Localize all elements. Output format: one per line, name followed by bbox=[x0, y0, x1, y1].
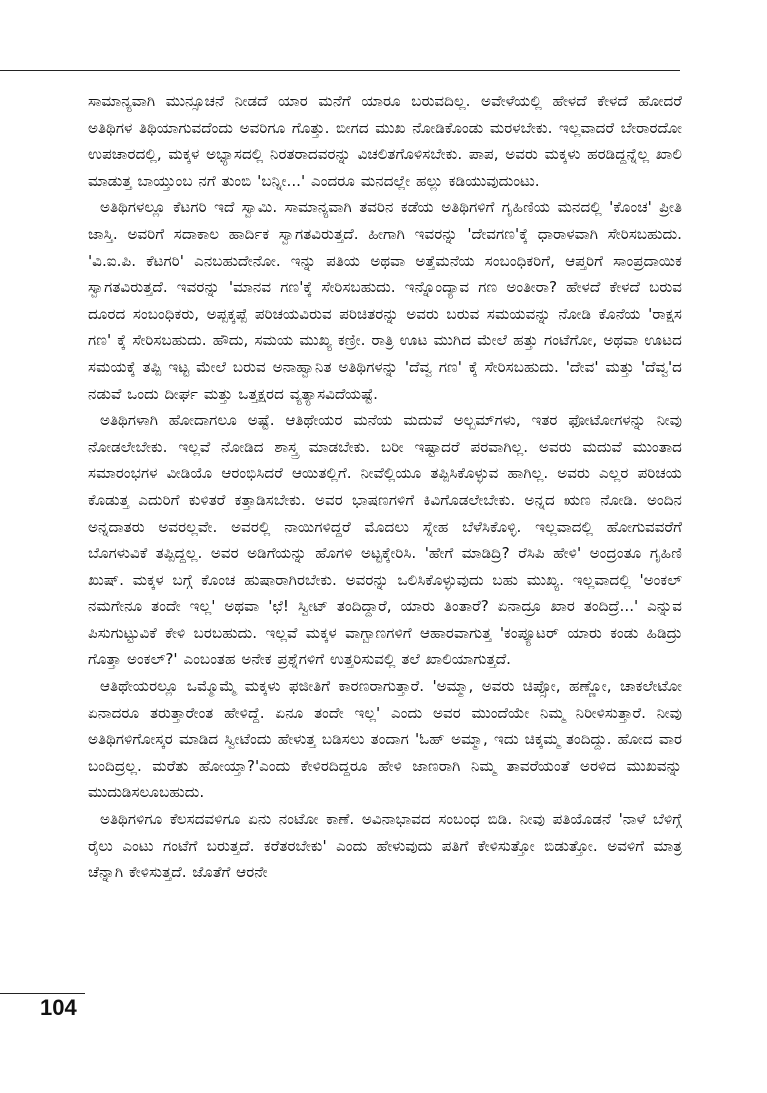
body-text bbox=[88, 88, 682, 886]
paragraph: ಅತಿಥಿಗಳಲ್ಲೂ ಕೆಟಗರಿ ಇದೆ ಸ್ವಾಮಿ. ಸಾಮಾನ್ಯವಾಗಿ ತವರಿನ ಕಡೆಯ ಅತಿಥಿಗಳಿಗೆ ಗೃಹಿಣಿಯ ಮನದಲ್ಲಿ 'ಕೊಂಚ' ಪ್ರೀತಿ ಜಾಸ್ತಿ. ಅವರಿಗೆ ಸದಾಕಾಲ ಹಾರ್ದಿಕ ಸ್ವಾಗತವಿರುತ್ತದೆ. ಹೀಗಾಗಿ ಇವರನ್ನು 'ದೇವಗಣ'ಕ್ಕೆ ಧಾರಾಳವಾಗಿ ಸೇರಿಸಬಹುದು. 'ವಿ.ಐ.ಪಿ. ಕೆಟಗರಿ' ಎನಬಹುದೇನೋ. ಇನ್ನು ಪತಿಯ ಅಥವಾ ಅತ್ತೆಮನೆಯ ಸಂಬಂಧಿಕರಿಗೆ, ಆಪ್ತರಿಗೆ ಸಾಂಪ್ರದಾಯಿಕ ಸ್ವಾಗತವಿರುತ್ತದೆ. ಇವರನ್ನು 'ಮಾನವ ಗಣ'ಕ್ಕೆ ಸೇರಿಸಬಹುದು. ಇನ್ನೊಂದ್ಯಾವ ಗಣ ಅಂತೀರಾ? ಹೇಳದೆ ಕೇಳದೆ ಬರುವ ದೂರದ ಸಂಬಂಧಿಕರು, ಅಪ್ಪಕ್ಕಪ್ಪೆ ಪರಿಚಯವಿರುವ ಪರಿಚಿತರನ್ನು ಅವರು ಬರುವ ಸಮಯವನ್ನು ನೋಡಿ ಕೊನೆಯ 'ರಾಕ್ಷಸ ಗಣ' ಕ್ಕೆ ಸೇರಿಸಬಹುದು. ಹೌದು, ಸಮಯ ಮುಖ್ಯ ಕಣ್ರೀ. ರಾತ್ರಿ ಊಟ ಮುಗಿದ ಮೇಲೆ ಹತ್ತು ಗಂಟೆಗೋ, ಅಥವಾ ಊಟದ ಸಮಯಕ್ಕೆ ತಪ್ಪಿ ಇಟ್ಟ ಮೇಲೆ ಬರುವ ಅನಾಹ್ವಾನಿತ ಅತಿಥಿಗಳನ್ನು 'ದೆವ್ವ ಗಣ' ಕ್ಕೆ ಸೇರಿಸಬಹುದು. 'ದೇವ' ಮತ್ತು 'ದೆವ್ವ'ದ ನಡುವೆ ಒಂದು ದೀರ್ಘ ಮತ್ತು ಒತ್ತಕ್ಷರದ ವ್ಯತ್ಯಾಸವಿದೆಯಷ್ಟೆ. bbox=[88, 198, 682, 403]
page-number: 104 bbox=[40, 995, 77, 1020]
header-rule bbox=[0, 70, 680, 71]
paragraph: ಸಾಮಾನ್ಯವಾಗಿ ಮುನ್ಸೂಚನೆ ನೀಡದೆ ಯಾರ ಮನೆಗೆ ಯಾರೂ ಬರುವದಿಲ್ಲ. ಅವೇಳೆಯಲ್ಲಿ ಹೇಳದೆ ಕೇಳದೆ ಹೋದರೆ ಅತಿಥಿಗಳ ತಿಥಿಯಾಗುವದೆಂದು ಅವರಿಗೂ ಗೊತ್ತು. ಬೀಗದ ಮುಖ ನೋಡಿಕೊಂಡು ಮರಳಬೇಕು. ಇಲ್ಲವಾದರೆ ಬೇರಾರದೋ ಉಪಚಾರದಲ್ಲಿ, ಮಕ್ಕಳ ಅಭ್ಯಾಸದಲ್ಲಿ ನಿರತರಾದವರನ್ನು ವಿಚಲಿತಗೊಳಿಸಬೇಕು. ಪಾಪ, ಅವರು ಮಕ್ಕಳು ಹರಡಿದ್ದನ್ನೆಲ್ಲ ಖಾಲಿ ಮಾಡುತ್ತ ಬಾಯ್ತುಂಬ ನಗೆ ತುಂಬಿ 'ಬನ್ನೀ...' ಎಂದರೂ ಮನದಲ್ಲೇ ಹಲ್ಲು ಕಡಿಯುವುದುಂಟು. bbox=[88, 92, 682, 190]
paragraph: ಅತಿಥಿಗಳಿಗೂ ಕೆಲಸದವಳಿಗೂ ಏನು ನಂಟೋ ಕಾಣೆ. ಅವಿನಾಭಾವದ ಸಂಬಂಧ ಬಿಡಿ. ನೀವು ಪತಿಯೊಡನೆ 'ನಾಳೆ ಬೆಳಿಗ್ಗೆ ರೈಲು ಎಂಟು ಗಂಟೆಗೆ ಬರುತ್ತದೆ. ಕರೆತರಬೇಕು' ಎಂದು ಹೇಳುವುದು ಪತಿಗೆ ಕೇಳಿಸುತ್ತೋ ಬಿಡುತ್ತೋ. ಅವಳಿಗೆ ಮಾತ್ರ ಚೆನ್ನಾಗಿ ಕೇಳಿಸುತ್ತದೆ. ಜೊತೆಗೆ ಆರನೇ bbox=[88, 810, 682, 882]
paragraph: ಆತಿಥೇಯರಲ್ಲೂ ಒಮ್ಮೊಮ್ಮೆ ಮಕ್ಕಳು ಫಜೀತಿಗೆ ಕಾರಣರಾಗುತ್ತಾರೆ. 'ಅಮ್ಮಾ, ಅವರು ಚಿಪ್ಸೋ, ಹಣ್ಣೋ, ಚಾಕಲೇಟೋ ಏನಾದರೂ ತರುತ್ತಾರೇಂತ ಹೇಳಿದ್ದೆ. ಏನೂ ತಂದೇ ಇಲ್ಲ' ಎಂದು ಅವರ ಮುಂದೆಯೇ ನಿಮ್ಮ ನಿರೀಳಿಸುತ್ತಾರೆ. ನೀವು ಅತಿಥಿಗಳಿಗೋಸ್ಕರ ಮಾಡಿದ ಸ್ವೀಟೆಂದು ಹೇಳುತ್ತ ಬಡಿಸಲು ತಂದಾಗ 'ಓಹ್ ಅಮ್ಮಾ, ಇದು ಚಿಕ್ಕಮ್ಮ ತಂದಿದ್ದು. ಹೋದ ವಾರ ಬಂದಿದ್ರಲ್ಲ. ಮರೆತು ಹೋಯ್ತಾ?'ಎಂದು ಕೇಳಿರದಿದ್ದರೂ ಹೇಳಿ ಜಾಣರಾಗಿ ನಿಮ್ಮ ತಾವರೆಯಂತೆ ಅರಳಿದ ಮುಖವನ್ನು ಮುದುಡಿಸಲೂಬಹುದು. bbox=[88, 677, 682, 802]
paragraph: ಅತಿಥಿಗಳಾಗಿ ಹೋದಾಗಲೂ ಅಷ್ಟೆ. ಆತಿಥೇಯರ ಮನೆಯ ಮದುವೆ ಅಲ್ಬಮ್‌ಗಳು, ಇತರ ಫೋಟೋಗಳನ್ನು ನೀವು ನೋಡಲೇಬೇಕು. ಇಲ್ಲವೆ ನೋಡಿದ ಶಾಸ್ತ್ರ ಮಾಡಬೇಕು. ಬರೀ ಇಷ್ಟಾದರೆ ಪರವಾಗಿಲ್ಲ. ಅವರು ಮದುವೆ ಮುಂತಾದ ಸಮಾರಂಭಗಳ ವೀಡಿಯೊ ಆರಂಭಿಸಿದರೆ ಆಯಿತಲ್ಲಿಗೆ. ನೀವೆಲ್ಲಿಯೂ ತಪ್ಪಿಸಿಕೊಳ್ಳುವ ಹಾಗಿಲ್ಲ. ಅವರು ಎಲ್ಲರ ಪರಿಚಯ ಕೊಡುತ್ತ ಎದುರಿಗೆ ಕುಳಿತರೆ ಕತ್ತಾಡಿಸಬೇಕು. ಅವರ ಭಾಷಣಗಳಿಗೆ ಕಿವಿಗೊಡಲೇಬೇಕು. ಅನ್ನದ ಋಣ ನೋಡಿ. ಅಂದಿನ ಅನ್ನದಾತರು ಅವರಲ್ಲವೇ. ಅವರಲ್ಲಿ ನಾಯಿಗಳಿದ್ದರೆ ಮೊದಲು ಸ್ನೇಹ ಬೆಳೆಸಿಕೊಳ್ಳಿ. ಇಲ್ಲವಾದಲ್ಲಿ ಹೋಗುವವರೆಗೆ ಬೊಗಳುವಿಕೆ ತಪ್ಪಿದ್ದಲ್ಲ. ಅವರ ಅಡಿಗೆಯನ್ನು ಹೊಗಳಿ ಅಟ್ಟಕ್ಕೇರಿಸಿ. 'ಹೇಗೆ ಮಾಡಿದ್ರಿ? ರೆಸಿಪಿ ಹೇಳಿ' ಅಂದ್ರಂತೂ ಗೃಹಿಣಿ ಖುಷ್. ಮಕ್ಕಳ ಬಗ್ಗೆ ಕೊಂಚ ಹುಷಾರಾಗಿರಬೇಕು. ಅವರನ್ನು ಒಲಿಸಿಕೊಳ್ಳುವುದು ಬಹು ಮುಖ್ಯ. ಇಲ್ಲವಾದಲ್ಲಿ 'ಅಂಕಲ್ ನಮಗೇನೂ ತಂದೇ ಇಲ್ಲ' ಅಥವಾ 'ಛೆ! ಸ್ವೀಟ್ ತಂದಿದ್ದಾರೆ, ಯಾರು ತಿಂತಾರೆ? ಏನಾದ್ರೂ ಖಾರ ತಂದಿದ್ರೆ...' ಎನ್ನುವ ಪಿಸುಗುಟ್ಟುವಿಕೆ ಕೇಳಿ ಬರಬಹುದು. ಇಲ್ಲವೆ ಮಕ್ಕಳ ವಾಗ್ಬಾಣಗಳಿಗೆ ಆಹಾರವಾಗುತ್ತ 'ಕಂಪ್ಯೂಟರ್ ಯಾರು ಕಂಡು ಹಿಡಿದ್ರು ಗೊತ್ತಾ ಅಂಕಲ್?' ಎಂಬಂತಹ ಅನೇಕ ಪ್ರಶ್ನೆಗಳಿಗೆ ಉತ್ತರಿಸುವಲ್ಲಿ ತಲೆ ಖಾಲಿಯಾಗುತ್ತದೆ. bbox=[88, 411, 682, 669]
